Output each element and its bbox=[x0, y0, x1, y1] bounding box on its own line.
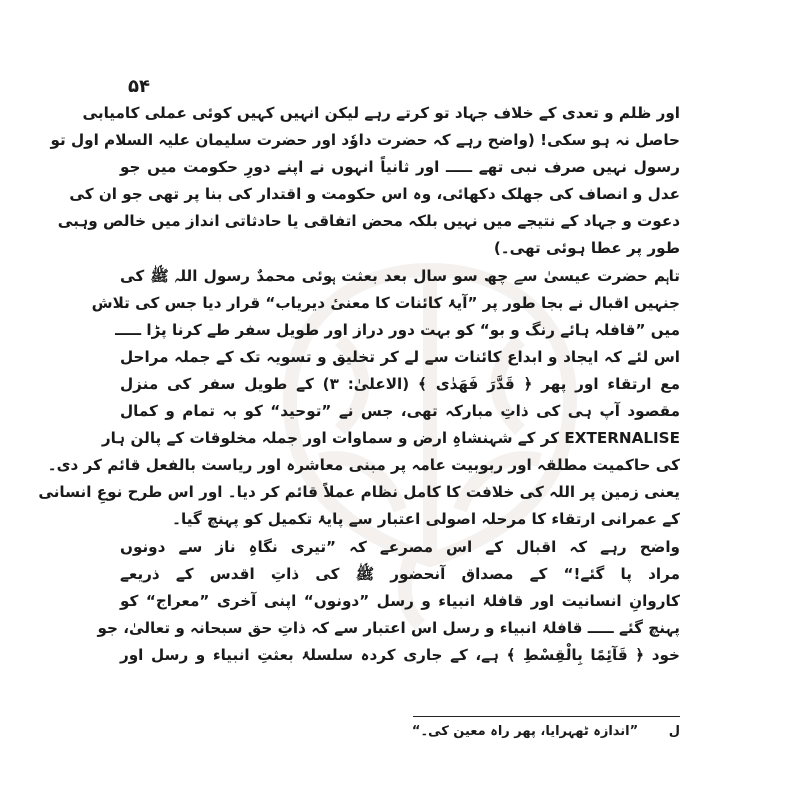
page-number: ۵۴ bbox=[128, 76, 150, 97]
text-line: دعوت و جہاد کے نتیجے میں نہیں بلکہ محض اتفاقی یا حادثاتی انداز میں خالص وہبی bbox=[57, 212, 680, 231]
footnote-mark: ل bbox=[668, 724, 680, 739]
text-line: حاصل نہ ہو سکی! (واضح رہے کہ حضرت داوٗد اور حضرت سلیمان علیہ السلام اول تو bbox=[50, 131, 680, 150]
text-line: تاہم حضرت عیسیٰ سے چھ سو سال بعد بعثت ہوئی محمدٌ رسول اللہ ﷺ کی bbox=[120, 266, 680, 285]
footnote-divider bbox=[413, 716, 680, 717]
text-line: اور ظلم و تعدی کے خلاف جہاد تو کرتے رہے لیکن انہیں کہیں کوئی عملی کامیابی bbox=[82, 104, 680, 122]
text-line: یعنی زمین پر اللہ کی خلافت کا کامل نظام عملاً قائم کر دیا۔ اور اس طرح نوعِ انسانی bbox=[38, 483, 680, 502]
footnote bbox=[380, 724, 680, 739]
text-line: کے عمرانی ارتقاء کا مرحلہ اصولی اعتبار سے پایۂ تکمیل کو پہنچ گیا۔ bbox=[172, 510, 680, 529]
text-line: مع ارتقاء اور پھر ﴿ قَدَّرَ فَهَدٰى ﴾ (الاعلیٰ: ۳) کے طویل سفر کی منزل bbox=[120, 374, 681, 393]
footnote-text: ”اندازہ ٹھہرایا، پھر راہ معین کی۔“ bbox=[411, 724, 639, 739]
text-line: میں ”قافلہ ہائے رنگ و بو“ کو بہت دور دراز اور طویل سفر طے کرنا پڑا ـــــ bbox=[115, 320, 680, 339]
text-line: جنہیں اقبال نے بجا طور پر ”آیۂ کائنات کا معنیٔ دیریاب“ قرار دیا جس کی تلاش bbox=[91, 293, 680, 312]
text-line: EXTERNALISE کر کے شہنشاہِ ارض و سماوات اور جملہ مخلوقات کے پالن ہار bbox=[101, 429, 680, 448]
text-line: کاروانِ انسانیت اور قافلۂ انبیاء و رسل ”دونوں“ اپنی آخری ”معراج“ کو bbox=[120, 591, 680, 610]
text-line: رسول نہیں صرف نبی تھے ـــــ اور ثانیاً انہوں نے اپنے دورِ حکومت میں جو bbox=[120, 158, 680, 177]
text-line: مقصود آپ ہی کی ذاتِ مبارکہ تھی، جس نے ”توحید“ کو بہ تمام و کمال bbox=[120, 402, 680, 421]
text-line: واضح رہے کہ اقبال کے اس مصرعے کہ ”تیری نگاہِ ناز سے دونوں bbox=[120, 537, 680, 556]
text-line: عدل و انصاف کی جھلک دکھائی، وہ اس حکومت و اقتدار کی بنا پر تھی جو ان کی bbox=[69, 185, 680, 204]
text-line: اس لئے کہ ایجاد و ابداع کائنات سے لے کر تخلیق و تسویہ تک کے جملہ مراحل bbox=[120, 347, 680, 366]
body-text bbox=[38, 100, 681, 669]
text-line: طور پر عطا ہوئی تھی۔) bbox=[493, 239, 680, 258]
text-line: پہنچ گئے ـــــ قافلۂ انبیاء و رسل اس اعتبار سے کہ ذاتِ حق سبحانہ و تعالیٰ، جو bbox=[97, 618, 680, 637]
text-line: خود ﴿ قَآئِمًا بِالْقِسْطِ ﴾ ہے، کے جاری کردہ سلسلۂ بعثتِ انبیاء و رسل اور bbox=[120, 645, 680, 664]
text-line: مراد پا گئے!“ کے مصداق آنحضور ﷺ کی ذاتِ اقدس کے ذریعے bbox=[120, 564, 680, 583]
text-line: کی حاکمیت مطلقہ اور ربوبیت عامہ پر مبنی معاشرہ اور ریاست بالفعل قائم کر دی۔ bbox=[47, 456, 680, 475]
